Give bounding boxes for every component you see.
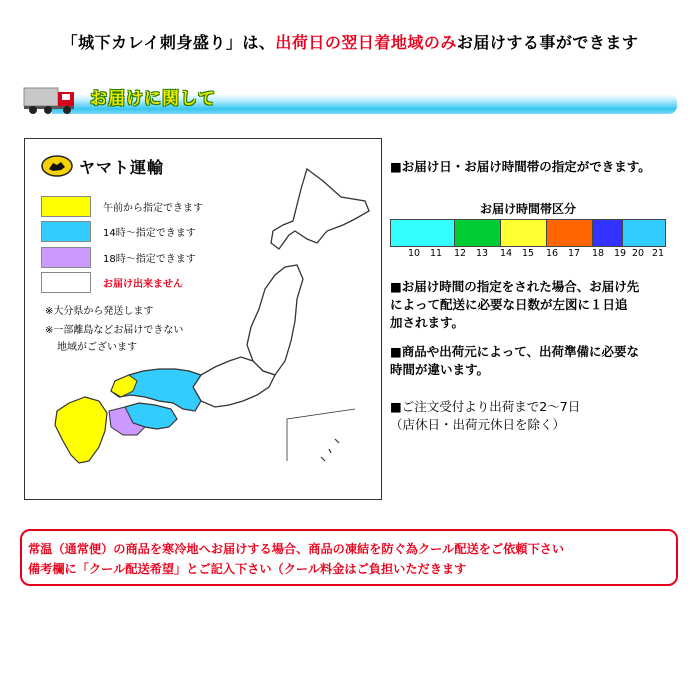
legend-swatch <box>41 272 91 293</box>
hour-tick: 10 <box>408 248 421 259</box>
note-islands: ※一部離島などお届けできない <box>45 325 184 336</box>
map-okinawa-frame <box>287 409 355 461</box>
black-cat-icon <box>41 155 73 177</box>
hour-tick: 17 <box>568 248 581 259</box>
time-slot-hours <box>390 248 666 262</box>
warning-line-2: 備考欄に「クール配送希望」とご記入下さい（クール料金はご負担いただきます <box>28 562 467 576</box>
legend-swatch <box>41 196 91 217</box>
legend-item <box>41 247 196 268</box>
hour-tick: 21 <box>652 248 665 259</box>
hour-tick: 16 <box>546 248 559 259</box>
slot-18-20 <box>593 220 623 246</box>
legend-swatch <box>41 247 91 268</box>
time-slot-bar <box>390 219 666 247</box>
hour-tick: 14 <box>500 248 513 259</box>
note-shipping-days-line: ■ご注文受付より出荷まで2～7日 <box>390 399 581 414</box>
slot-16-18 <box>547 220 593 246</box>
note-shipping-days <box>390 398 580 434</box>
note-prep-time-line: ■商品や出荷元によって、出荷準備に必要な <box>390 344 640 359</box>
legend-label: お届け出来ません <box>103 279 183 290</box>
headline <box>0 30 700 53</box>
hour-tick: 19 <box>614 248 627 259</box>
slot-12-14 <box>455 220 501 246</box>
hour-tick: 12 <box>454 248 467 259</box>
headline-highlight: 出荷日の翌日着地域のみ <box>275 33 457 52</box>
legend-label: 14時～指定できます <box>103 228 196 239</box>
legend-item <box>41 272 183 293</box>
warning-line-1: 常温（通常便）の商品を寒冷地へお届けする場合、商品の凍結を防ぐ為クール配送をご依頼下さい <box>28 542 565 556</box>
note-islands-2: 地域がございます <box>57 342 137 353</box>
slot-19-21 <box>623 220 665 246</box>
truck-icon <box>22 82 82 116</box>
legend-item <box>41 196 203 217</box>
hour-tick: 20 <box>632 248 645 259</box>
hour-tick: 18 <box>592 248 605 259</box>
legend-swatch <box>41 221 91 242</box>
map-tohoku <box>247 265 303 375</box>
banner-title: お届けに関して <box>90 89 216 109</box>
headline-suffix: お届けする事ができます <box>456 33 639 52</box>
yamato-logo <box>41 153 164 179</box>
note-shipping-days-line: （店休日・出荷元休日を除く） <box>390 417 566 432</box>
map-islands <box>321 439 339 461</box>
note-extra-day-line: によって配送に必要な日数が左図に１日追 <box>390 297 628 312</box>
hour-tick: 11 <box>430 248 443 259</box>
cool-delivery-warning <box>20 529 678 586</box>
time-slot-title: お届け時間帯区分 <box>479 202 576 216</box>
designation-text: ■お届け日・お届け時間帯の指定ができます。 <box>390 159 651 174</box>
note-extra-day-line: 加されます。 <box>390 315 465 330</box>
yamato-brand: ヤマト運輸 <box>79 157 165 177</box>
legend-item <box>41 221 196 242</box>
legend-label: 午前から指定できます <box>103 203 203 214</box>
note-extra-day-line: ■お届け時間の指定をされた場合、お届け先 <box>390 279 640 294</box>
section-banner <box>22 82 677 116</box>
legend-label: 18時～指定できます <box>103 254 196 265</box>
note-extra-day <box>390 278 639 332</box>
slot-10-12 <box>391 220 455 246</box>
delivery-map-panel <box>24 138 382 500</box>
note-prep-time <box>390 343 639 379</box>
note-prep-time-line: 時間が違います。 <box>390 362 490 377</box>
map-hokkaido <box>271 169 369 249</box>
map-kyushu <box>55 397 107 463</box>
headline-prefix: 「城下カレイ刺身盛り」は、 <box>61 33 276 52</box>
slot-14-16 <box>501 220 547 246</box>
note-ship-from: ※大分県から発送します <box>45 306 154 317</box>
hour-tick: 13 <box>476 248 489 259</box>
hour-tick: 15 <box>522 248 535 259</box>
